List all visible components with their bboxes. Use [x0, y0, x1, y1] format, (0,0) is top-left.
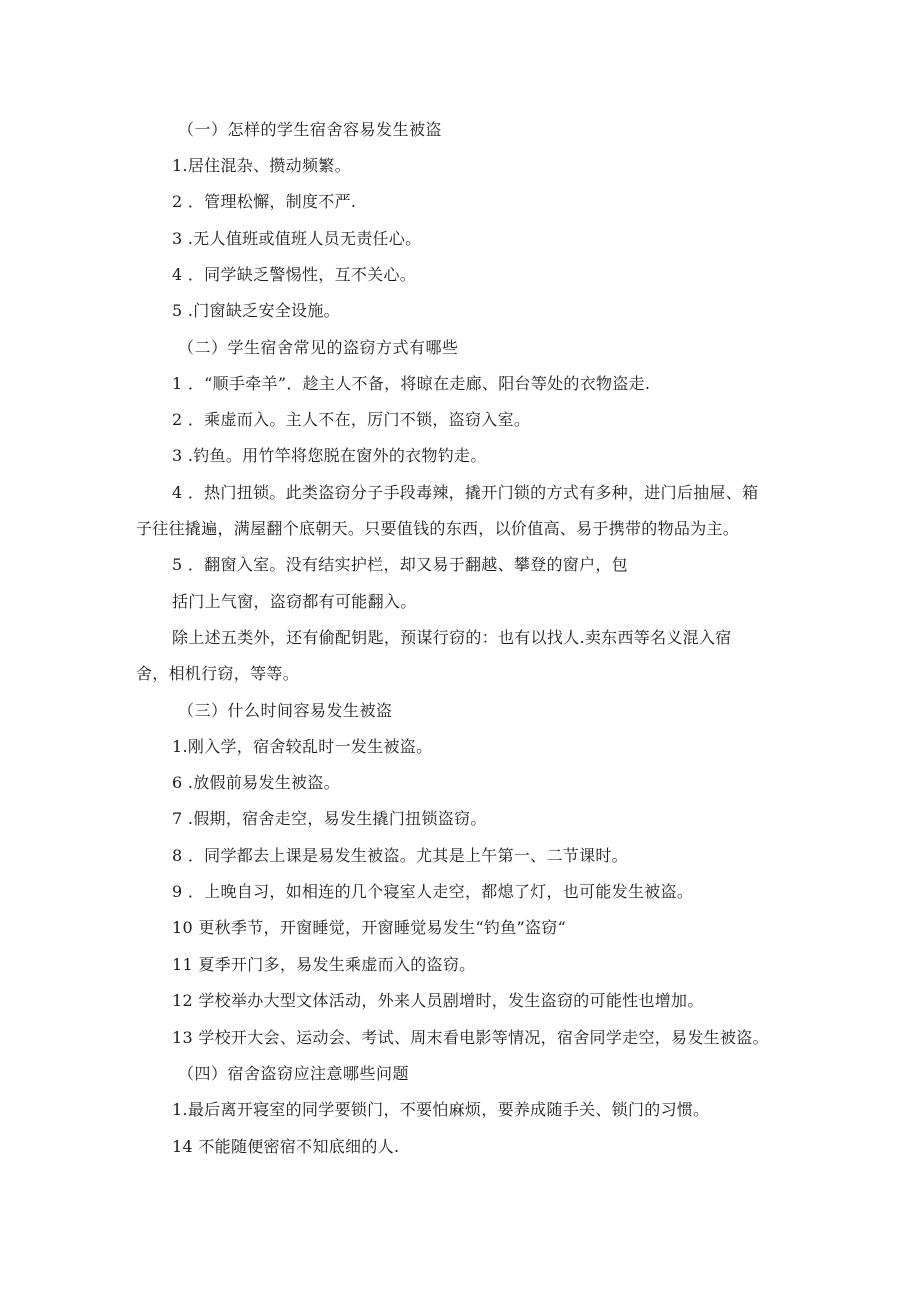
section-heading-4: （四）宿舍盗窃应注意哪些问题 — [178, 1064, 410, 1083]
paragraph-continuation: 舍，相机行窃，等等。 — [136, 664, 300, 683]
list-item: 11 夏季开门多，易发生乘虚而入的盗窃。 — [172, 955, 476, 974]
list-item: 3 .无人值班或值班人员无责任心。 — [172, 229, 422, 248]
list-item: 2 ．管理松懈，制度不严. — [172, 192, 357, 211]
section-heading-2: （二）学生宿舍常见的盗窃方式有哪些 — [178, 338, 459, 357]
paragraph: 除上述五类外，还有偷配钥匙，预谋行窃的：也有以找人.卖东西等名义混入宿 — [172, 628, 732, 647]
list-item: 14 不能随便密宿不知底细的人. — [172, 1137, 400, 1156]
list-item-continuation: 子往往撬遍，满屋翻个底朝天。只要值钱的东西，以价值高、易于携带的物品为主。 — [136, 519, 740, 538]
list-item: 1.刚入学，宿舍较乱时一发生被盗。 — [172, 737, 433, 756]
list-item: 7 .假期，宿舍走空，易发生撬门扭锁盗窃。 — [172, 809, 487, 828]
list-item: 4 ．热门扭锁。此类盗窃分子手段毒辣，撬开门锁的方式有多种，进门后抽屉、箱 — [172, 483, 759, 502]
list-item: 4 ．同学缺乏警惕性，互不关心。 — [172, 265, 417, 284]
list-item-continuation: 括门上气窗，盗窃都有可能翻入。 — [172, 592, 417, 611]
list-item: 6 .放假前易发生被盗。 — [172, 773, 340, 792]
list-item: 9 ．上晚自习，如相连的几个寝室人走空，都熄了灯，也可能发生被盗。 — [172, 882, 694, 901]
list-item: 1 ．“顺手牵羊”．趁主人不备，将晾在走廊、阳台等处的衣物盗走. — [172, 374, 651, 393]
list-item: 3 .钓鱼。用竹竿将您脱在窗外的衣物钓走。 — [172, 446, 487, 465]
list-item: 13 学校开大会、运动会、考试、周末看电影等情况，宿舍同学走空，易发生被盗。 — [172, 1028, 769, 1047]
section-heading-1: （一）怎样的学生宿舍容易发生被盗 — [178, 120, 443, 139]
list-item: 12 学校举办大型文体活动，外来人员剧增时，发生盗窃的可能性也增加。 — [172, 991, 704, 1010]
list-item: 8 ．同学都去上课是易发生被盗。尤其是上午第一、二节课时。 — [172, 846, 628, 865]
list-item: 5 ．翻窗入室。没有结实护栏，却又易于翻越、攀登的窗户，包 — [172, 555, 628, 574]
list-item: 5 .门窗缺乏安全设施。 — [172, 301, 340, 320]
section-heading-3: （三）什么时间容易发生被盗 — [178, 701, 393, 720]
list-item: 10 更秋季节，开窗睡觉，开窗睡觉易发生“钓鱼”盗窃“ — [172, 918, 567, 937]
list-item: 2 ．乘虚而入。主人不在，厉门不锁，盗窃入室。 — [172, 410, 531, 429]
list-item: 1.最后离开寝室的同学要锁门，不要怕麻烦，要养成随手关、锁门的习惯。 — [172, 1100, 710, 1119]
list-item: 1.居住混杂、攒动频繁。 — [172, 156, 351, 175]
